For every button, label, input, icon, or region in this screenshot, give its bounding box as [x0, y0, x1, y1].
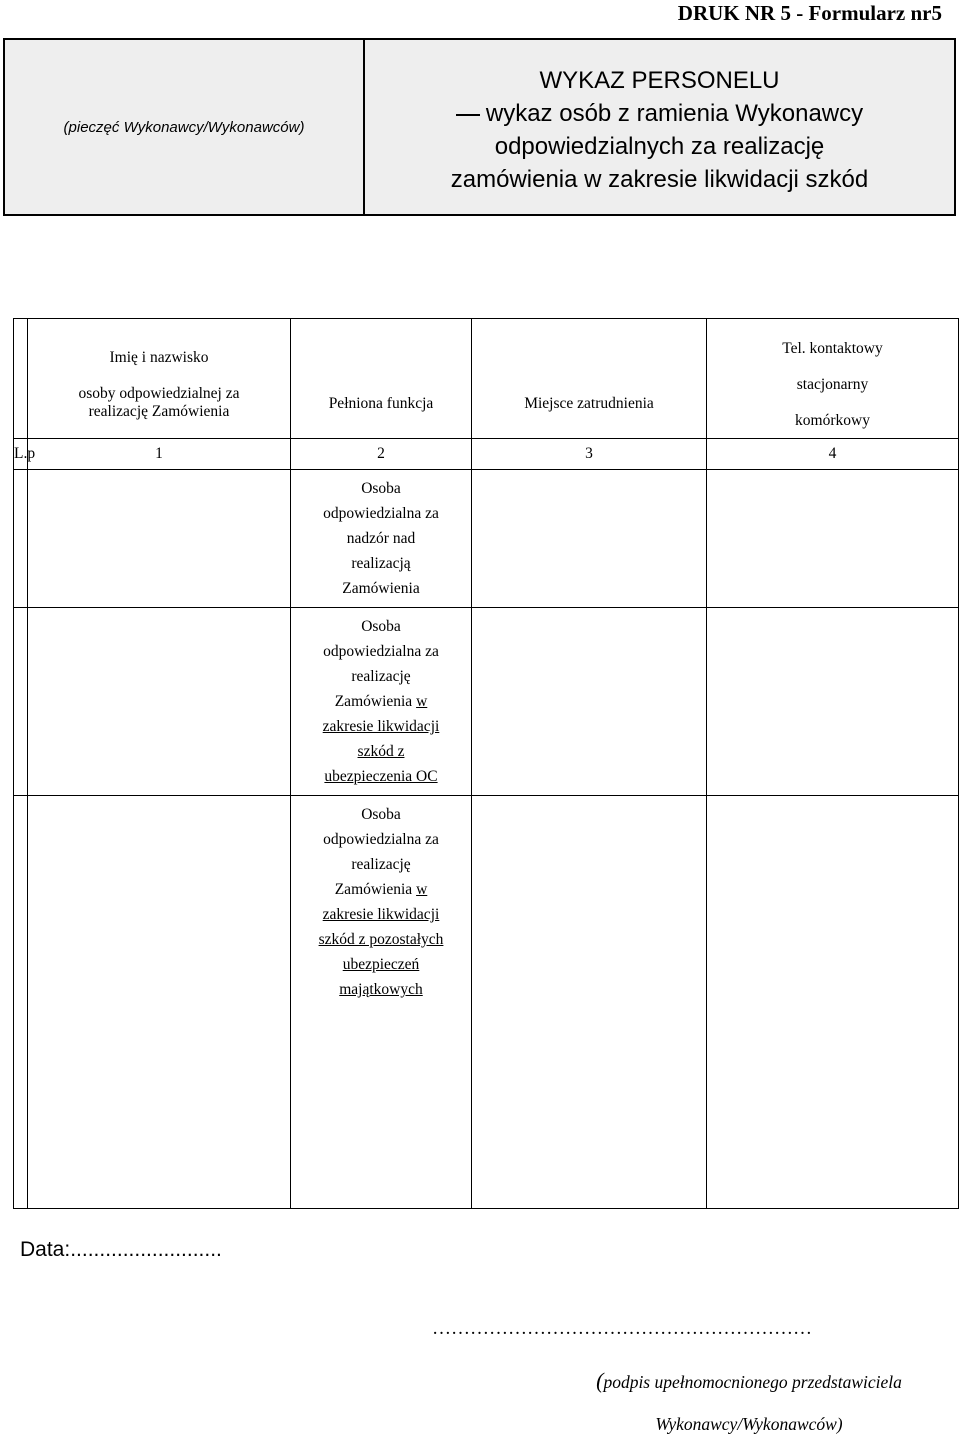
header-function: Pełniona funkcja	[328, 395, 434, 412]
header-phone-line-1: Tel. kontaktowy	[782, 339, 883, 357]
table-row	[14, 470, 959, 608]
header-phone-line-3: komórkowy	[795, 411, 870, 429]
personnel-table	[13, 318, 959, 1209]
phone-cell[interactable]	[707, 470, 959, 608]
column-number-2: 2	[291, 439, 472, 470]
workplace-cell[interactable]	[472, 796, 707, 1209]
header-name-line-3: realizację Zamówienia	[88, 402, 230, 420]
column-number-row	[14, 439, 959, 470]
function-cell: Osoba odpowiedzialna za realizację Zamówienia w zakresie likwidacji szkód z pozostałych ubezpieczeń majątkowych	[291, 796, 472, 1209]
function-cell: Osoba odpowiedzialna za nadzór nad realizacją Zamówienia	[291, 470, 472, 608]
phone-cell[interactable]	[707, 608, 959, 796]
function-cell: Osoba odpowiedzialna za realizację Zamówienia w zakresie likwidacji szkód z ubezpieczenia OC	[291, 608, 472, 796]
date-field[interactable]: Data:..........................	[20, 1238, 222, 1261]
title-line-4: zamówienia w zakresie likwidacji szkód	[450, 166, 869, 193]
workplace-cell[interactable]	[472, 470, 707, 608]
stamp-label: (pieczęć Wykonawcy/Wykonawców)	[63, 118, 305, 136]
title-line-1: WYKAZ PERSONELU	[539, 67, 780, 94]
signature-line: ……………………………………………………	[432, 1318, 812, 1339]
header-lp-cell	[14, 319, 28, 439]
signature-caption-line-1: podpis upełnomocnionego przedstawiciela	[603, 1372, 902, 1392]
table-row	[14, 796, 959, 1209]
header-name-cell	[28, 319, 291, 439]
name-cell[interactable]	[28, 796, 291, 1209]
header-workplace: Miejsce zatrudnienia	[524, 395, 654, 412]
table-row	[14, 608, 959, 796]
header-workplace-cell	[472, 319, 707, 439]
header-phone-cell	[707, 319, 959, 439]
document-title	[365, 40, 954, 214]
column-number-3: 3	[472, 439, 707, 470]
title-line-3: odpowiedzialnych za realizację	[494, 133, 825, 160]
stamp-field	[5, 40, 365, 214]
lp-cell	[14, 608, 28, 796]
title-line-2: wykaz osób z ramienia Wykonawcy	[456, 97, 863, 130]
column-number-1: 1	[28, 439, 291, 470]
signature-caption: (podpis upełnomocnionego przedstawiciela Wykonawcy/Wykonawców)	[566, 1360, 932, 1445]
table-header-row	[14, 319, 959, 439]
column-number-4: 4	[707, 439, 959, 470]
header-name-line-1: Imię i nazwisko	[109, 348, 209, 366]
lp-cell	[14, 796, 28, 1209]
workplace-cell[interactable]	[472, 608, 707, 796]
lp-cell	[14, 470, 28, 608]
form-number-label: DRUK NR 5 - Formularz nr5	[677, 1, 942, 25]
header-name-line-2: osoby odpowiedzialnej za	[78, 384, 240, 402]
name-cell[interactable]	[28, 470, 291, 608]
header-function-cell	[291, 319, 472, 439]
header-box	[3, 38, 956, 216]
lp-label: L.p	[14, 439, 28, 470]
header-phone-line-2: stacjonarny	[796, 375, 869, 393]
signature-caption-line-2: Wykonawcy/Wykonawców)	[655, 1414, 843, 1434]
phone-cell[interactable]	[707, 796, 959, 1209]
name-cell[interactable]	[28, 608, 291, 796]
